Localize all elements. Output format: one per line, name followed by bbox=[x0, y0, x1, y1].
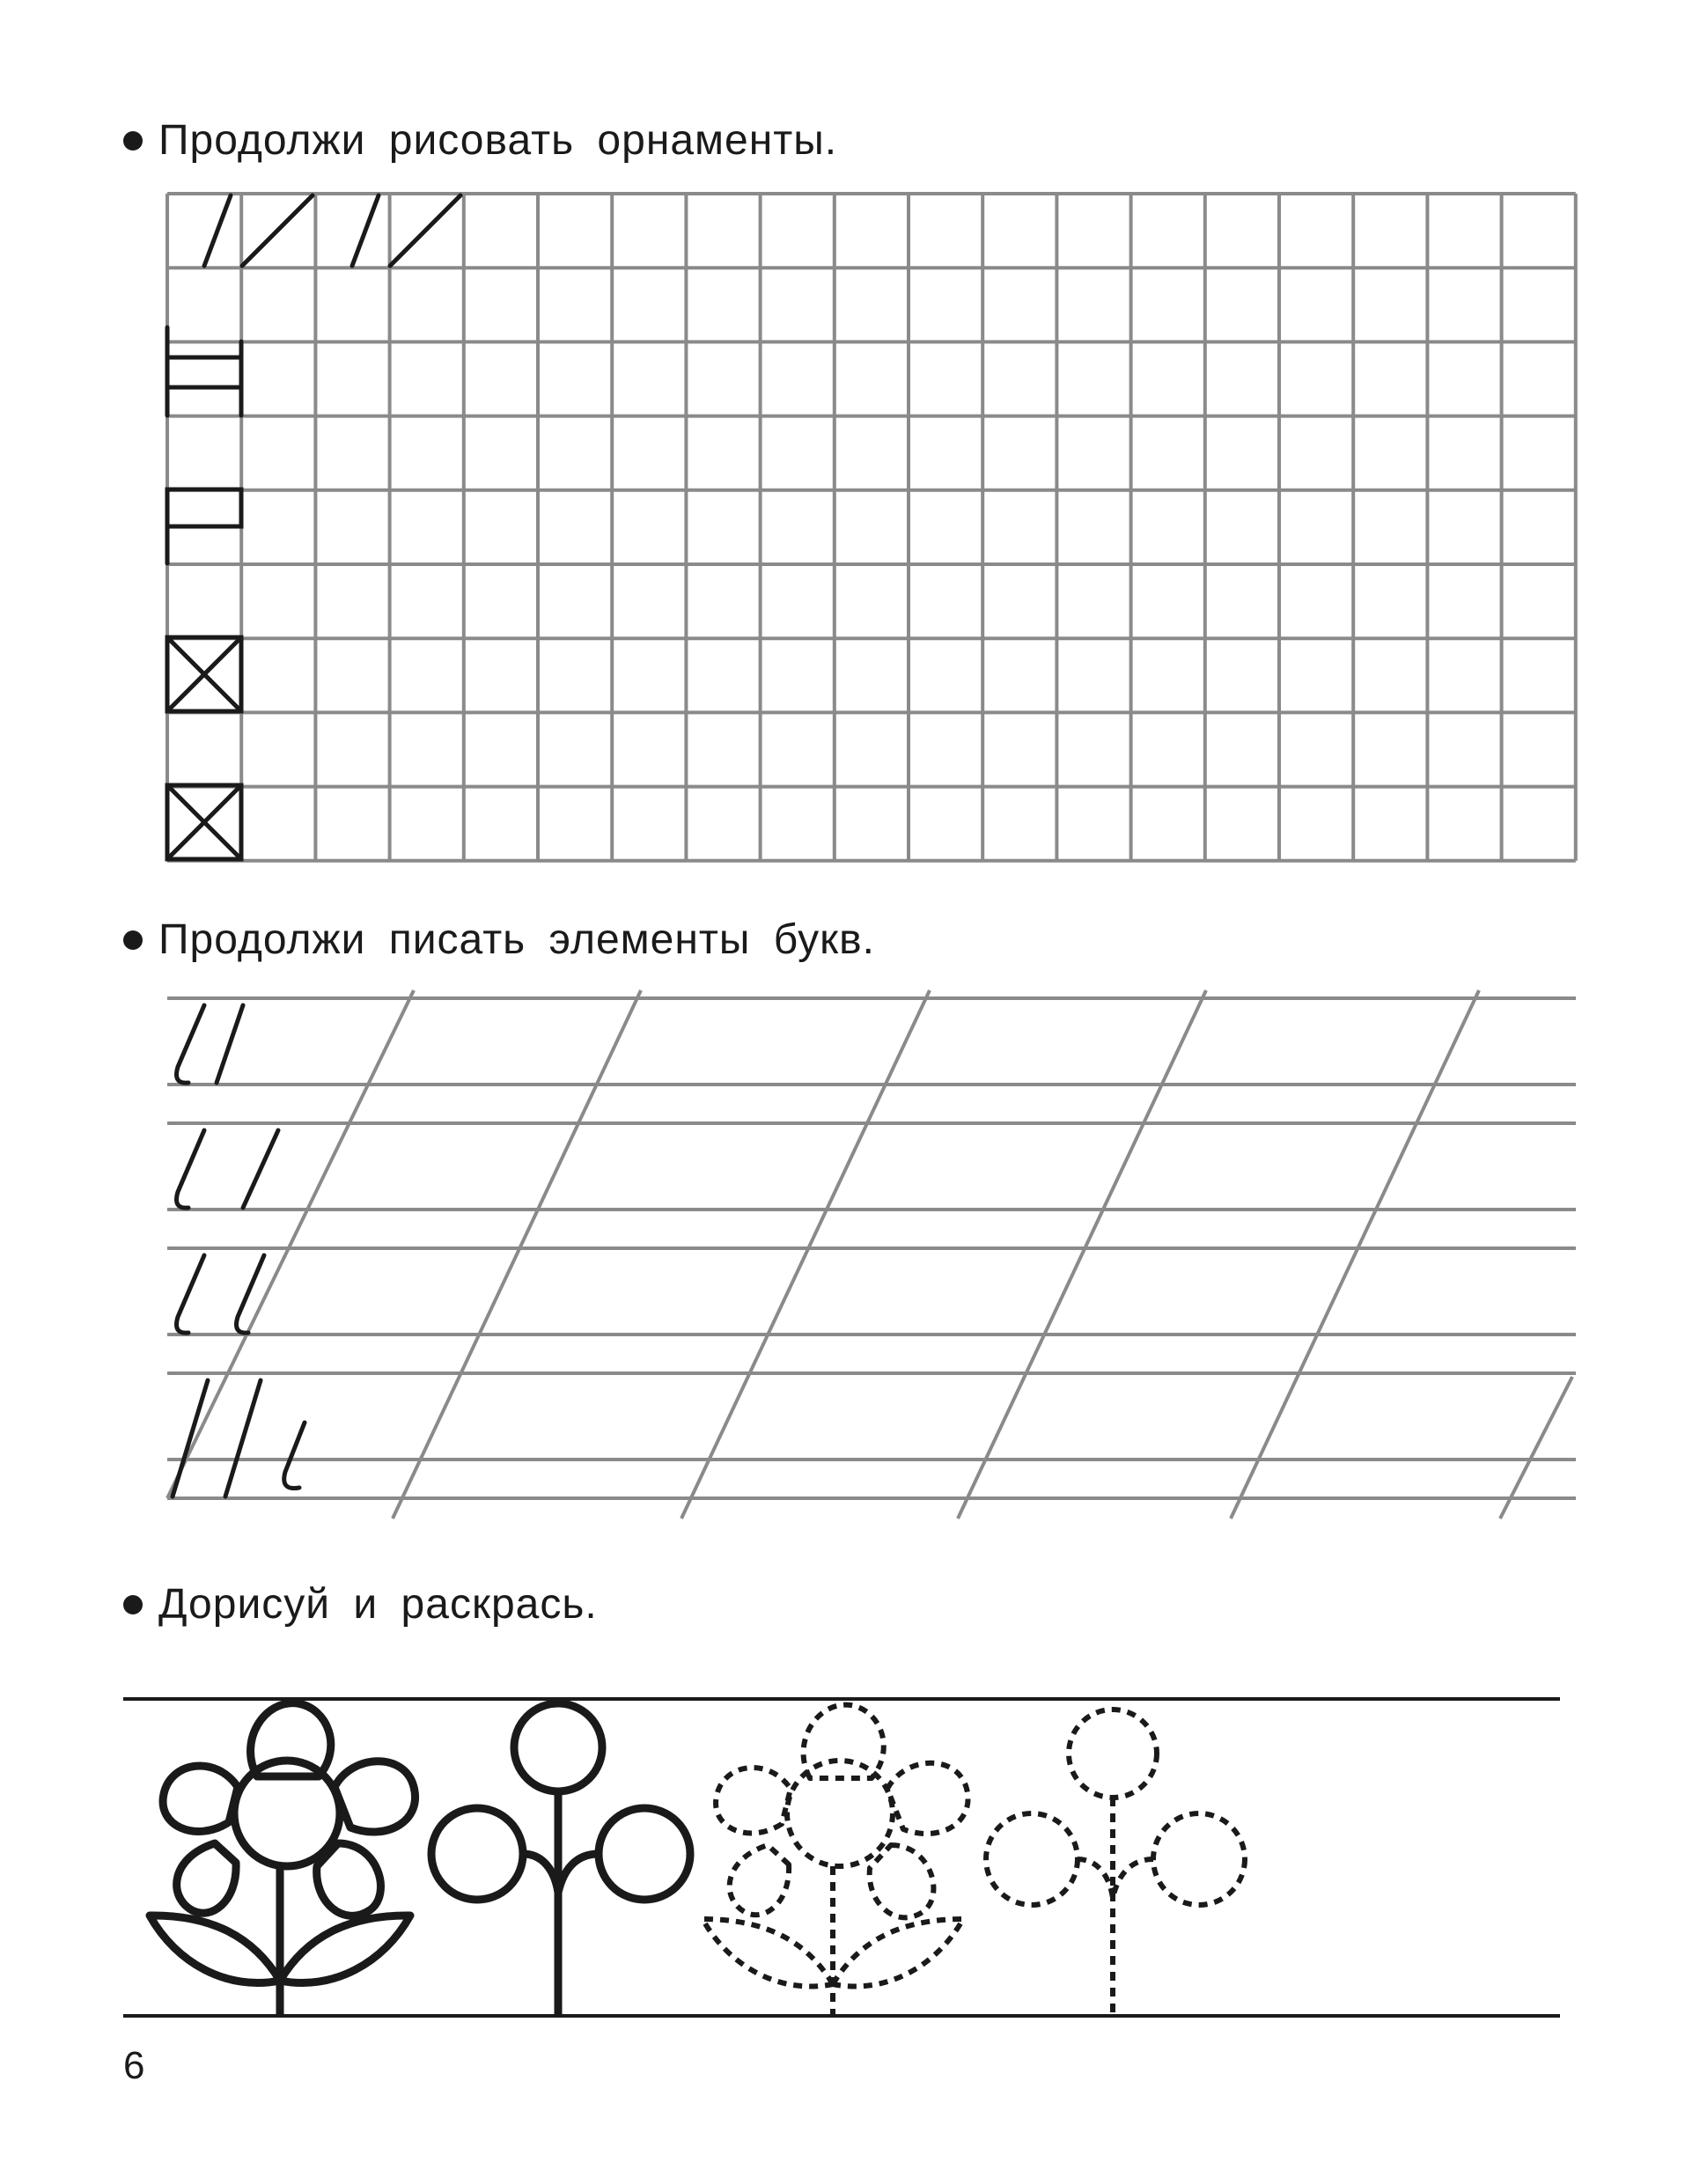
instruction-draw-color-text: Дорисуй и раскрась. bbox=[158, 1581, 598, 1628]
dotted-three-circle-flower-icon bbox=[986, 1710, 1245, 2016]
instruction-ornaments-text: Продолжи рисовать орнаменты. bbox=[158, 117, 838, 164]
daisy-flower-icon bbox=[150, 1703, 416, 2016]
dotted-daisy-flower-icon bbox=[703, 1705, 968, 2016]
page-number: 6 bbox=[123, 2044, 145, 2087]
three-circle-flower-icon bbox=[431, 1703, 690, 2016]
instruction-letters-text: Продолжи писать элементы букв. bbox=[158, 916, 875, 963]
